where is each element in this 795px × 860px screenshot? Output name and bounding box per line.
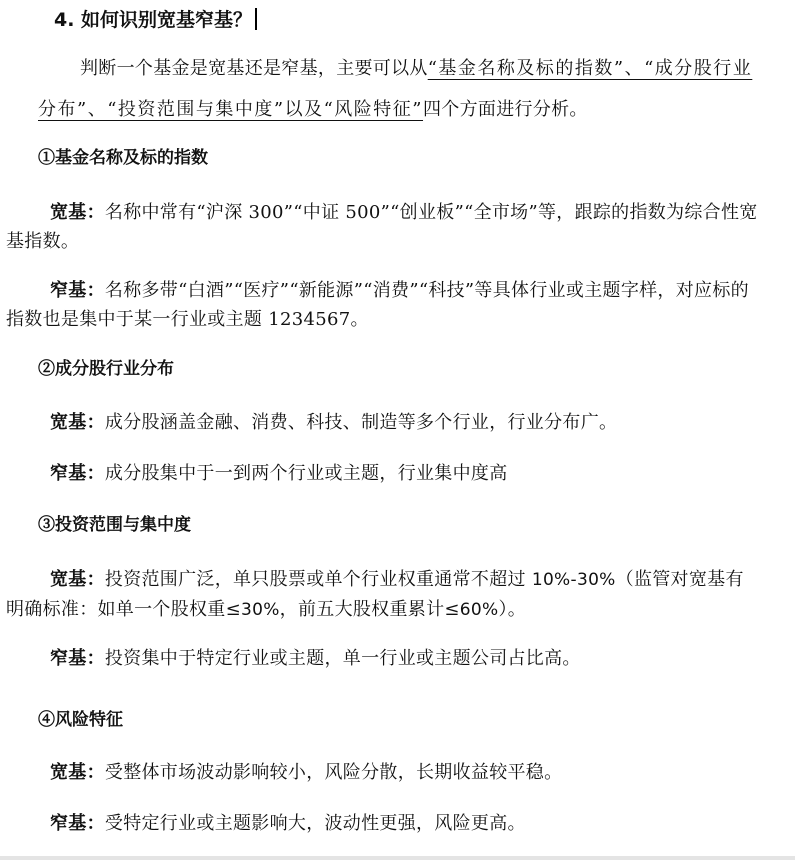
heading-fund-name: ①基金名称及标的指数 <box>38 148 208 168</box>
narrow-label: 窄基： <box>50 813 105 834</box>
wide-text: 成分股涵盖金融、消费、科技、制造等多个行业，行业分布广。 <box>104 412 618 433</box>
narrow-text: 投资集中于特定行业或主题，单一行业或主题公司占比高。 <box>104 648 581 669</box>
paragraph-wide-investment-scope <box>6 565 758 625</box>
heading-industry-distribution: ②成分股行业分布 <box>38 359 174 379</box>
paragraph-wide-fund-name <box>6 198 758 256</box>
weight-range: 10%-30% <box>531 570 616 590</box>
heading-investment-scope: ③投资范围与集中度 <box>38 515 191 535</box>
narrow-label: 窄基： <box>50 648 105 669</box>
text-cursor <box>255 8 257 30</box>
heading-risk-features: ④风险特征 <box>38 710 123 730</box>
wide-label: 宽基： <box>50 762 105 783</box>
section-title <box>54 6 257 34</box>
wide-text-d: ）。 <box>498 599 527 620</box>
wide-text: 名称中常有“沪深 300”“中证 500”“创业板”“全市场”等，跟踪的指数为综合性宽基指数。 <box>6 202 758 252</box>
wide-text-c: ，前五大股权重累计≤ <box>279 599 460 620</box>
paragraph-narrow-industry <box>6 459 758 488</box>
single-stock-limit: 30% <box>240 600 280 620</box>
intro-paragraph <box>38 48 758 130</box>
wide-text-a: 投资范围广泛，单只股票或单个行业权重通常不超过 <box>104 569 532 590</box>
narrow-label: 窄基： <box>50 463 105 484</box>
paragraph-wide-risk <box>6 758 758 787</box>
top-five-limit: 60% <box>459 600 499 620</box>
paragraph-narrow-investment-scope <box>6 644 758 673</box>
wide-text-b: （监管对宽基有明确标准：如单一个股权重≤ <box>6 569 744 620</box>
intro-underlined-text: “基金名称及标的指数”、“成分股行业分布”、“投资范围与集中度”以及“风险特征” <box>38 58 753 120</box>
wide-label: 宽基： <box>50 202 105 223</box>
intro-text-after: 四个方面进行分析。 <box>423 99 588 120</box>
intro-text-before: 判断一个基金是宽基还是窄基，主要可以从 <box>80 58 428 79</box>
title-text: 4. 如何识别宽基窄基？ <box>54 9 253 31</box>
wide-label: 宽基： <box>50 569 105 590</box>
paragraph-narrow-fund-name <box>6 276 758 334</box>
paragraph-narrow-risk <box>6 809 758 838</box>
wide-text: 受整体市场波动影响较小，风险分散，长期收益较平稳。 <box>104 762 563 783</box>
narrow-text: 受特定行业或主题影响大，波动性更强，风险更高。 <box>104 813 526 834</box>
narrow-text: 名称多带“白酒”“医疗”“新能源”“消费”“科技”等具体行业或主题字样，对应标的指数也是集中于某一行业或主题 1234567。 <box>6 280 749 330</box>
narrow-label: 窄基： <box>50 280 105 301</box>
paragraph-wide-industry <box>6 408 758 437</box>
wide-label: 宽基： <box>50 412 105 433</box>
page-bottom-edge <box>0 856 795 860</box>
narrow-text: 成分股集中于一到两个行业或主题，行业集中度高 <box>104 463 508 484</box>
